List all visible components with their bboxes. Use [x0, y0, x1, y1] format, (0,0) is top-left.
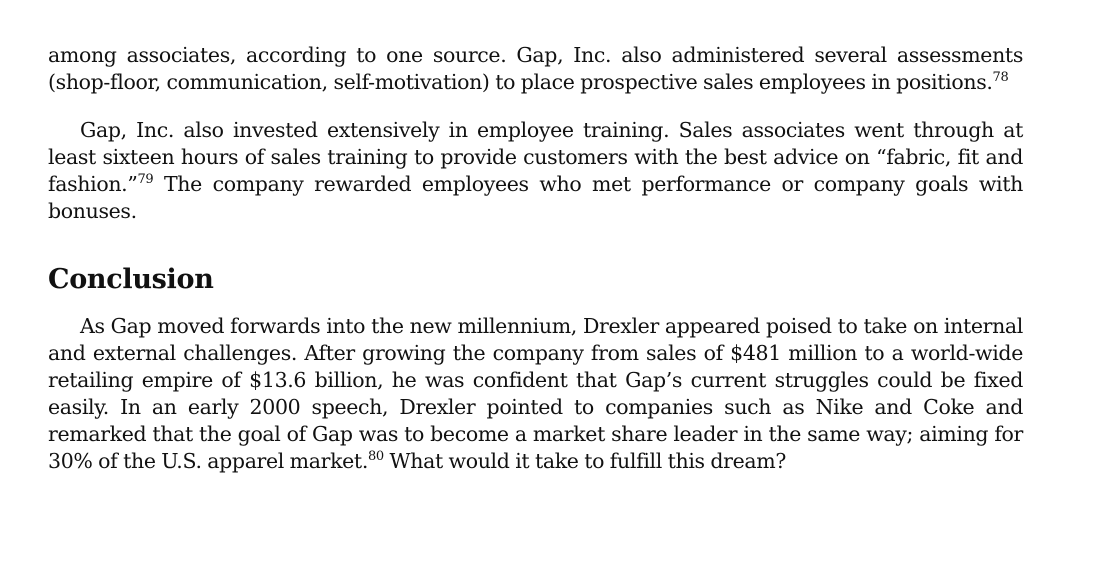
paragraph-training	[48, 117, 1023, 225]
paragraph-text: What would it take to fulfill this dream?	[383, 449, 786, 473]
paragraph-text: Gap, Inc. also invested extensively in employee training. Sales associates went through at least sixteen hours of sales training to provide customers with the best advice on “fabric, fit and fashion.”	[48, 118, 1023, 196]
footnote-marker[interactable]: 79	[137, 172, 154, 187]
footnote-marker[interactable]: 80	[368, 449, 384, 464]
paragraph-text: among associates, according to one source. Gap, Inc. also administered several assessments (shop-floor, communication, self-motivation) to place prospective sales employees in positions.	[48, 43, 1023, 94]
paragraph-assessments	[48, 42, 1023, 96]
section-heading-conclusion: Conclusion	[48, 264, 214, 295]
paragraph-text: As Gap moved forwards into the new millennium, Drexler appeared poised to take on internal and external challenges. After growing the company from sales of $481 million to a world-wide retailing empire of $13.6 billion, he was confident that Gap’s current struggles could be fixed easily. In an early 2000 speech, Drexler pointed to companies such as Nike and Coke and remarked that the goal of Gap was to become a market share leader in the same way; aiming for 30% of the U.S. apparel market.	[48, 314, 1023, 473]
document-page	[48, 42, 1023, 475]
paragraph-text: The company rewarded employees who met performance or company goals with bonuses.	[48, 172, 1023, 223]
footnote-marker[interactable]: 78	[992, 70, 1009, 85]
paragraph-conclusion	[48, 313, 1023, 475]
